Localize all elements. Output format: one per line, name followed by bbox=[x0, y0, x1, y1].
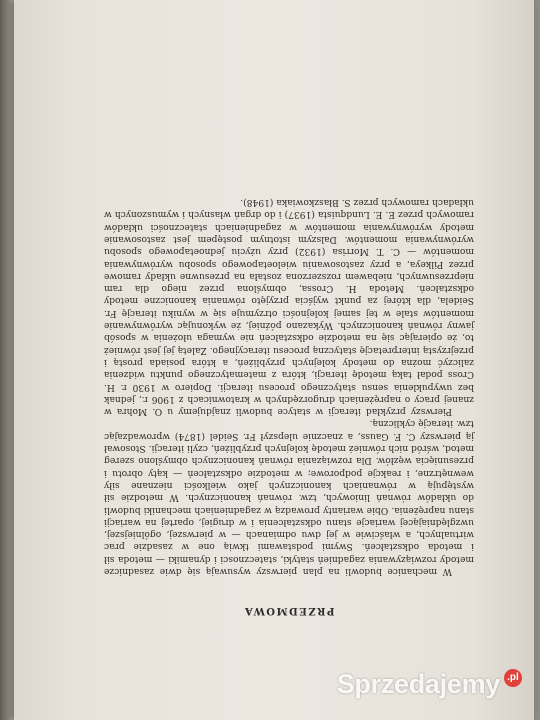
book-page bbox=[14, 0, 534, 720]
body-text bbox=[104, 196, 474, 577]
book-spine bbox=[0, 0, 14, 720]
watermark-text: Sprzedajemy bbox=[336, 669, 500, 699]
page-title: PRZEDMOWA bbox=[243, 605, 335, 616]
paragraph-2: Pierwszy przykład iteracji w statyce budowli znajdujemy u O. Mohra w znanej pracy o naprężeniach drugorzędnych w kratownicach z 1906 r., jednak bez uwypuklenia sensu statycznego procesu iteracji. Dopiero w 1930 r. H. Cross podał taką metodę iteracji, która z matematycznego punktu widzenia zaliczyć można do metody kolejnych przybliżeń, a która posiada prostą i przejrzystą interpretację statyczną procesu iteracyjnego. Zaletą jej jest również to, że opierając się na metodzie odkształceń nie wymaga ułożenia w sposób jawny równań kanonicznych. Wykazano później, że wykonując wyrównywanie momentów stale w tej samej kolejności otrzymuje się w wyniku iterację Fr. Seidela, dla której za punkt wyjścia przyjęto równania kanoniczne metody odkształceń. Metoda H. Crossa, obmyślona przez niego dla ram nieprzesuwnych, niebawem rozszerzona została na przesuwne układy ramowe przez Pilkeya, a przy zastosowaniu wieloetapowego sposobu wyrównywania momentów — C. T. Morrisa (1932) przy użyciu jednoetapowego sposobu wyrównywania momentów. Dalszym istotnym postępem jest zastosowanie metody wyrównywania momentów w zagadnieniach stateczności układów ramowych przez E. E. Lundquista (1937) i do drgań własnych i wymuszonych w układach ramowych przez S. Błaszkowiaka (1948). bbox=[104, 197, 474, 417]
upside-down-text-block bbox=[104, 96, 474, 616]
site-watermark bbox=[337, 669, 522, 700]
paragraph-1: W mechanice budowli na plan pierwszy wysuwają się dwie zasadnicze metody rozwiązywania zagadnień statyki, statecznosci i dynamiki — metoda sił i metoda odkształceń. Swymi podstawami tkwią one w zasadzie prac wirtualnych, a właściwie w jej dwu odmianach — w pierwszej, ogólniejszej, uwzględniającej wariacje stanu odkształcenia i w drugiej, opartej na wariacji stanu naprężenia. Obie warianty prowadzą w zagadnieniach mechaniki budowli do układów równań liniowych, tzw. równań kanonicznych. W metodzie sił występują w równaniach kanonicznych jako wielkości nieznane siły wewnętrzne, i reakcje podporowe; w metodzie odkształceń — kąty obrotu i przesunięcia węzłów. Dla rozwiązania równań kanonicznych obmyślono szereg metod, wśród nich również metodę kolejnych przybliżeń, czyli iteracji. Stosował ją pierwszy C. F. Gauss, a znacznie ulepszył Fr. Seidel (1874) wprowadzając tzw. iterację cykliczną. bbox=[104, 418, 474, 576]
watermark-badge-icon: .pl bbox=[504, 669, 522, 687]
